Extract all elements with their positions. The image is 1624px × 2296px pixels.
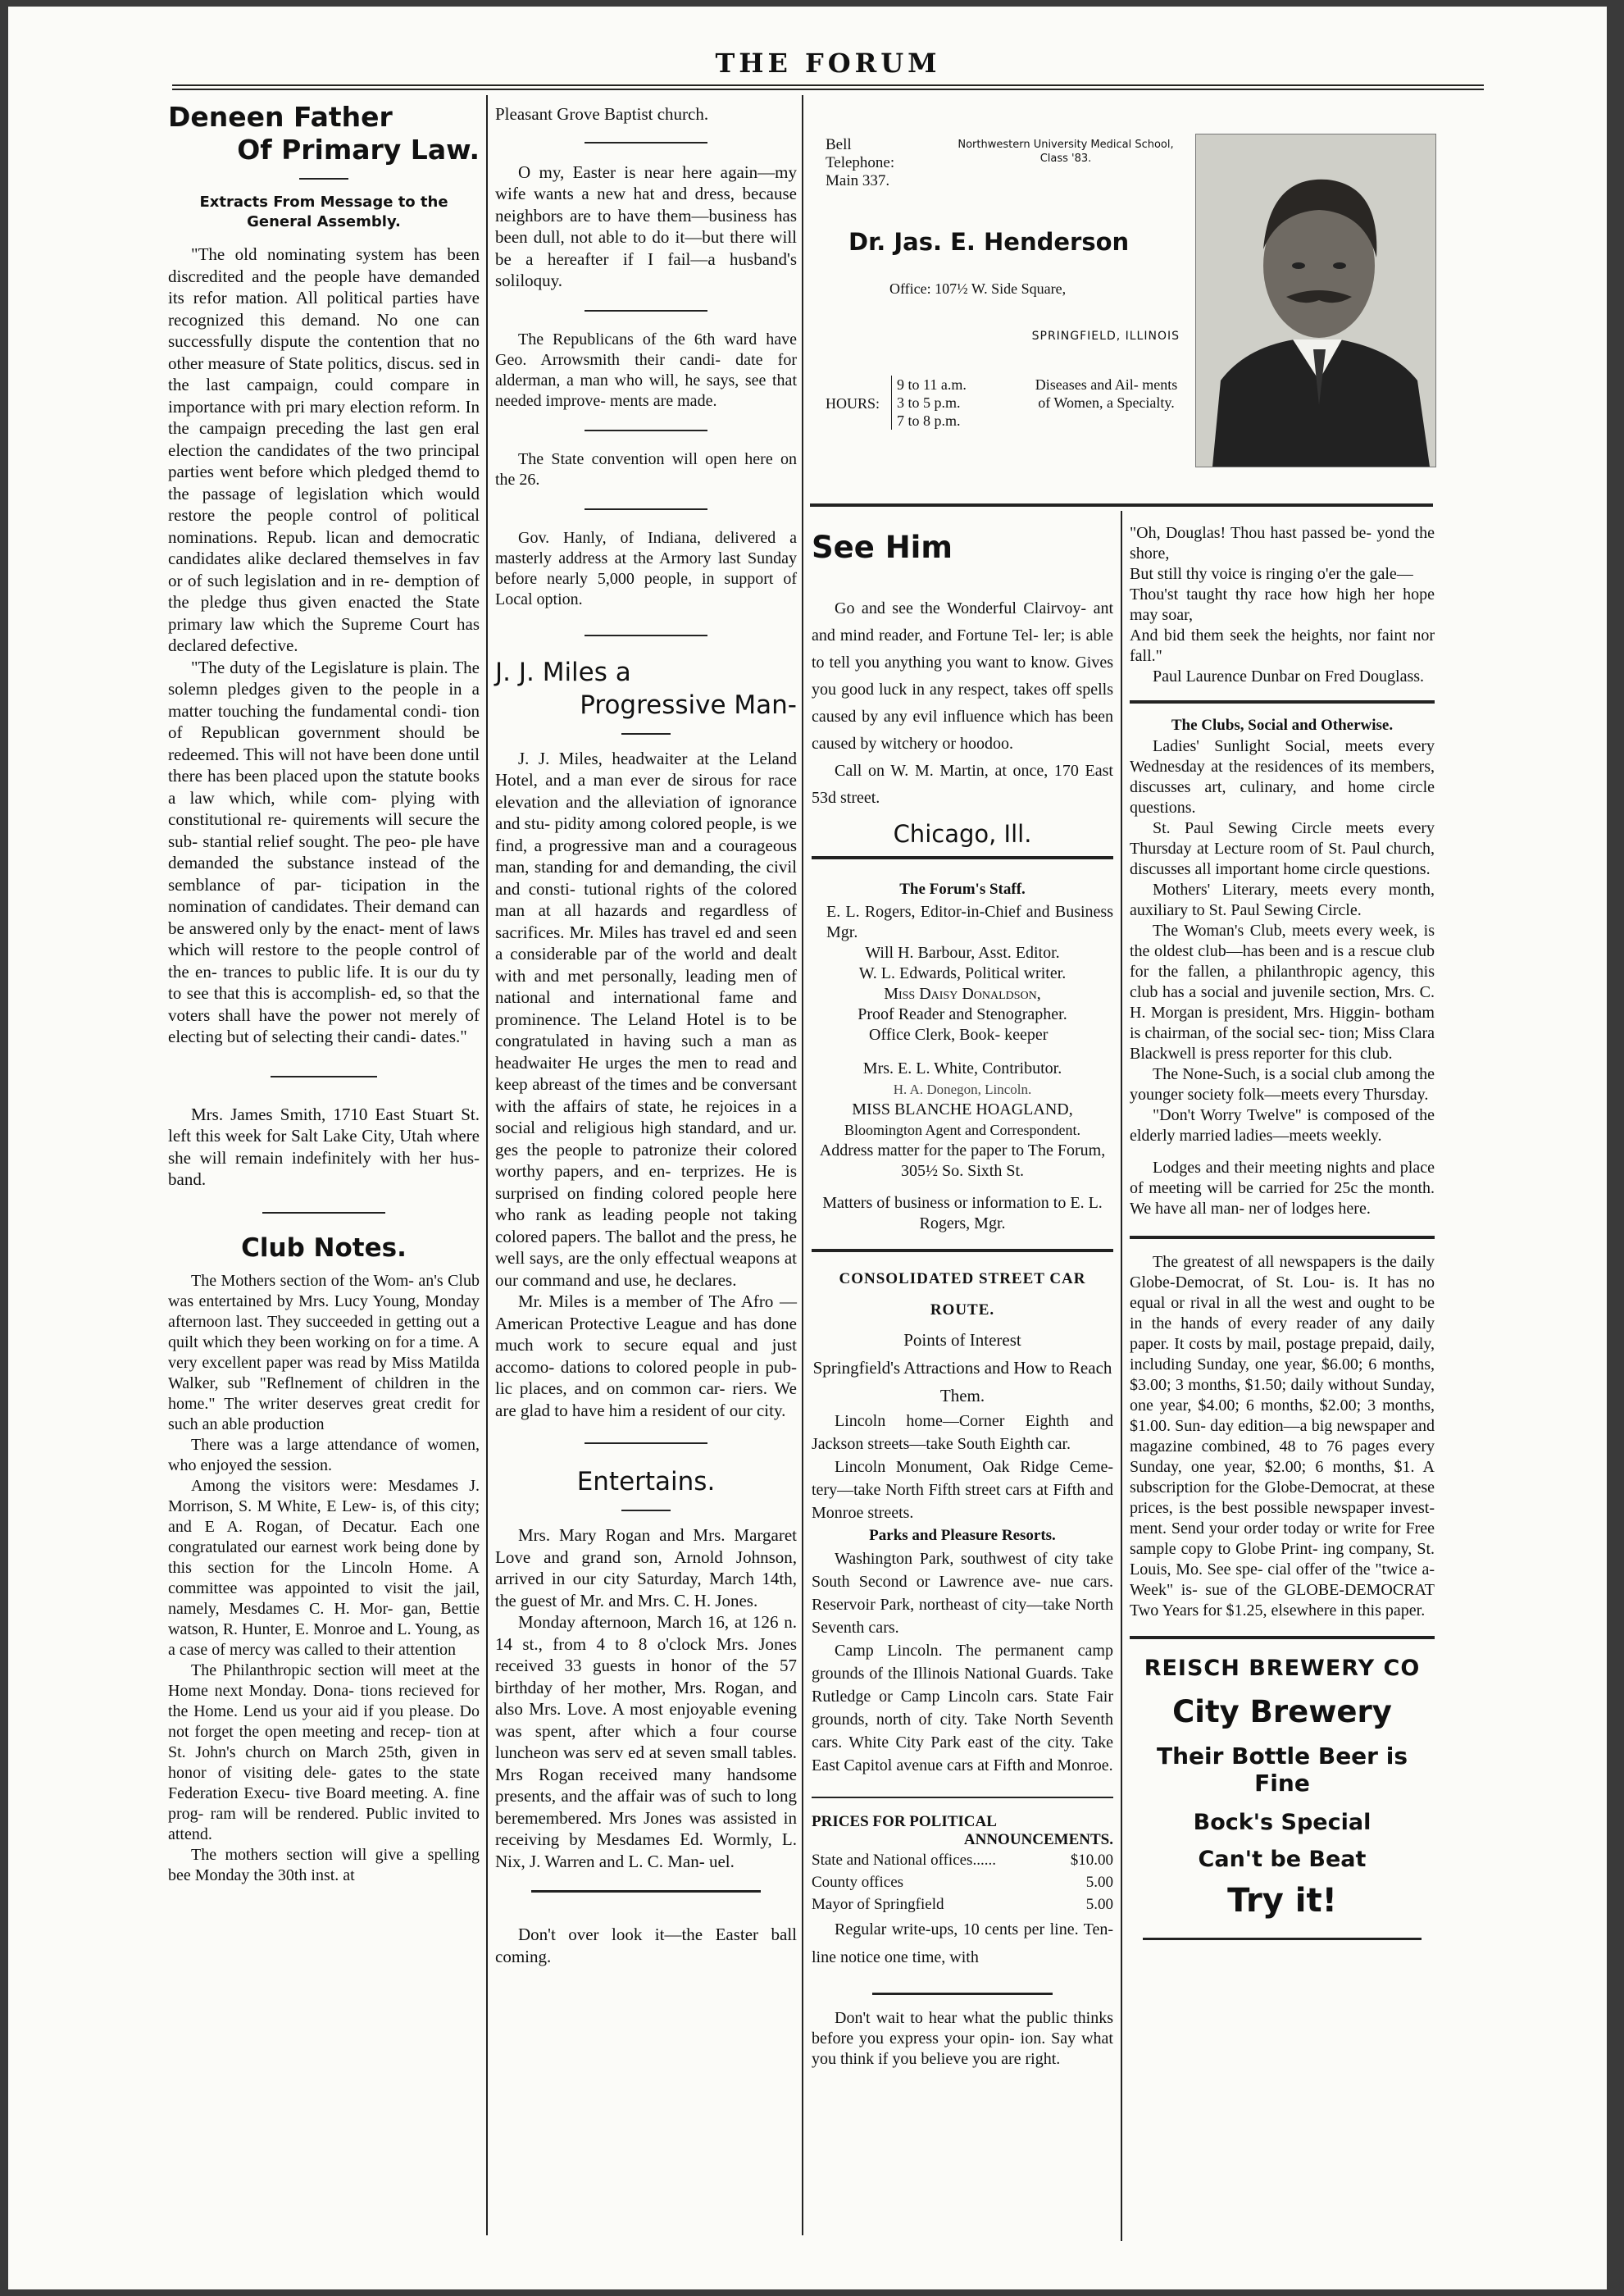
brewery-ad [1130, 1656, 1435, 1920]
clubs-title: The Clubs, Social and Otherwise. [1171, 717, 1394, 734]
church-line: Pleasant Grove Baptist church. [495, 104, 709, 124]
section-rule [1130, 700, 1435, 704]
divider [585, 310, 707, 312]
divider [262, 1212, 385, 1214]
parks-title: Parks and Pleasure Resorts. [869, 1527, 1056, 1544]
deneen-title-line2: Of Primary Law. [237, 134, 480, 166]
henderson-hours-list [891, 376, 967, 430]
miles-paragraph: J. J. Miles, headwaiter at the Leland Hotel, and a man ever de sirous for race elevation and the alleviation of ignorance and stu- pidity among colored people, is we find, a progressive man and a courageous man, standing for and demanding, the civil and consti- tutional rights of the colored man at all hazards and regardless of sacrifices. Mr. Miles has travel ed and seen a considerable par of the world and dealt with and met personally, leading men of national and international fame and prominence. The Leland Hotel is to be congratulated in having such a man as headwaiter He urges the men to read and keep abreast of the times and be conversant with the affairs of state, he rejoices in a social and religious high standard, and ur. ges the people to patronize their colored worthy papers, and en- terprizes. He is surprised on finding colored people here who rank as leading people not taking colored papers. The ballot and the press, he well says, are the only effectual weapons at our command and use, he declares. [495, 748, 797, 1290]
streetcar-title: CONSOLIDATED STREET CAR [839, 1270, 1086, 1287]
column-divider [1121, 511, 1122, 2241]
section-rule [810, 503, 1433, 507]
dont-wait-paragraph: Don't wait to hear what the public thinks before you express your opin- ion. Say what you think if you believe you are right. [812, 2009, 1113, 2068]
staff-line: Proof Reader and Stenographer. [857, 1005, 1067, 1023]
newspaper-page [8, 7, 1607, 2289]
henderson-specialty: Diseases and Ail- ments of Women, a Specialty. [1035, 376, 1178, 411]
see-him-paragraph: Call on W. M. Martin, at once, 170 East 53d street. [812, 762, 1113, 807]
staff-line: E. L. Rogers, Editor-in-Chief and Business Mgr. [826, 903, 1113, 941]
smith-notice: Mrs. James Smith, 1710 East Stuart St. left this week for Salt Lake City, Utah where she will remain indefinitely with her hus- band. [168, 1104, 480, 1189]
portrait-illustration [1196, 134, 1435, 467]
streetcar-title: ROUTE. [930, 1301, 995, 1319]
hours-line: 9 to 11 a.m. [897, 376, 967, 393]
price-label: State and National offices...... [812, 1852, 996, 1869]
section-rule [1143, 1938, 1422, 1940]
clubs-paragraph: Lodges and their meeting nights and place of meeting will be carried for 25c the month. We have all man- ner of lodges here. [1130, 1159, 1435, 1218]
henderson-portrait [1195, 134, 1436, 467]
deneen-paragraph: "The duty of the Legislature is plain. The solemn pledges given to the people in a matter touching the fundamental condi- tion of Republican government should be redeemed. This will not have been done until there has been placed upon the statute books a law which, while com- plying with constitutional re- quirements will secure the sub- stantial relief sought. The peo- ple have demanded the substance instead of the semblance of par- ticipation in the nomination of candidates. Their demand can be answered only by the enact- ment of laws which will restore to the people control of the en- trances to public life. It is our du ty to see that this is accomplish- ed, so that the voters shall have the power not merely of electing but of selecting their candi- dates." [168, 657, 480, 1046]
miles-paragraph: Mr. Miles is a member of The Afro — American Protective League and has done much work to secure equal and just accomo- dations to colored people in pub- lic places, and on common car- riers. We are glad to have him a resident of our city. [495, 1292, 797, 1420]
column-divider [802, 95, 803, 2235]
republicans-paragraph: The Republicans of the 6th ward have Geo. Arrowsmith their candi- date for alderman, a man who will, he says, see that needed improve- ments are made. [495, 330, 797, 410]
poem-line: And bid them seek the heights, nor faint nor fall." [1130, 626, 1435, 665]
section-rule [1130, 1636, 1435, 1639]
streetcar-paragraph: Washington Park, southwest of city take South Second or Lawrence ave- nue cars. Reservoir Park, northeast of city—take North Seventh cars. [812, 1550, 1113, 1637]
masthead: THE FORUM [715, 48, 941, 79]
column-3 [812, 531, 1113, 2070]
staff-line: Mrs. E. L. White, Contributor. [862, 1059, 1062, 1077]
column-divider [486, 95, 488, 2235]
streetcar-paragraph: Lincoln Monument, Oak Ridge Ceme- tery—take North Fifth street cars at Fifth and Monroe streets. [812, 1458, 1113, 1522]
clubs-paragraph: The Woman's Club, meets every week, is the oldest club—has been and is a rescue club for the fallen, a philanthropic agency, this club has a social and juvenile section, Mrs. C. H. Morgan is president, Mrs. Higgin- botham is chairman, of the social sec- tion; Miss Clara Blackwell is press reporter for this club. [1130, 922, 1435, 1063]
see-him-title: See Him [812, 530, 953, 565]
club-notes-paragraph: The Philanthropic section will meet at the Home next Monday. Dona- tions recieved for the Home. Lend us your aid if you please. Do not forget the open meeting and recep- tion at St. John's church on March 25th, given in honor of visiting dele- gates to the state Federation Execu- tive Board meeting. A. fine prog- ram will be rendered. Public invited to attend. [168, 1660, 480, 1843]
brewery-line: Try it! [1227, 1882, 1337, 1920]
divider [621, 1510, 671, 1511]
poem-line: "Oh, Douglas! Thou hast passed be- yond the shore, [1130, 524, 1435, 563]
club-notes-paragraph: The mothers section will give a spelling bee Monday the 30th inst. at [168, 1845, 480, 1884]
easter-ball-notice: Don't over look it—the Easter ball coming. [495, 1925, 797, 1966]
entertains-paragraph: Mrs. Mary Rogan and Mrs. Margaret Love and grand son, Arnold Johnson, arrived in our city Saturday, March 14th, the guest of Mr. and Mrs. C. H. Jones. [495, 1525, 797, 1610]
price-label: County offices [812, 1874, 904, 1891]
staff-line: Miss Daisy Donaldson, [884, 985, 1041, 1003]
brewery-line: Bock's Special [1193, 1810, 1372, 1835]
staff-line: W. L. Edwards, Political writer. [858, 964, 1067, 982]
section-rule [812, 856, 1113, 859]
section-rule [872, 1993, 1053, 1995]
clubs-paragraph: St. Paul Sewing Circle meets every Thursday at Lecture room of St. Paul church, discusses all important home circle questions. [1130, 819, 1435, 878]
price-row [812, 1871, 1113, 1893]
streetcar-sub: Springfield's Attractions and How to Reach Them. [812, 1358, 1112, 1405]
miles-title-line2: Progressive Man- [580, 690, 797, 720]
henderson-phone: Bell Telephone: Main 337. [826, 136, 895, 189]
price-row [812, 1849, 1113, 1871]
staff-line: Matters of business or information to E. L. Rogers, Mgr. [822, 1194, 1103, 1232]
prices-note: Regular write-ups, 10 cents per line. Ten-line notice one time, with [812, 1920, 1113, 1966]
poem-line: But still thy voice is ringing o'er the gale— [1130, 565, 1413, 583]
divider [299, 178, 348, 180]
globe-democrat-ad: The greatest of all newspapers is the daily Globe-Democrat, of St. Lou- is. It has no equal or rival in all the west and ought to be in the hands of every reader of any daily paper. It costs by mail, postage prepaid, daily, including Sunday, one year, $6.00; 6 months, $3.00; 3 months, $1.50; daily without Sunday, one year, $4.00; 6 months, $2.00; 3 months, $1.00. Sun- day edition—a big newspaper and magazine combined, 48 to 76 pages every Sunday, one year, $2.00; 6 months, $1. A subscription for the Globe-Democrat, at these prices, is the best possible newspaper invest- ment. Send your order today or write for Free sample copy to Globe Print- ing company, St. Louis, Mo. See spe- cial offer of the "twice a-Week" is- sue of the GLOBE-DEMOCRAT Two Years for $1.25, elsewhere in this paper. [1130, 1253, 1435, 1620]
section-rule [1130, 1236, 1435, 1239]
brewery-line: City Brewery [1172, 1694, 1392, 1729]
masthead-rule [172, 84, 1484, 90]
brewery-line: Can't be Beat [1198, 1847, 1367, 1872]
price-row [812, 1893, 1113, 1916]
price-value: 5.00 [1085, 1874, 1113, 1891]
section-rule [812, 1797, 1113, 1798]
convention-paragraph: The State convention will open here on the 26. [495, 449, 797, 489]
brewery-line: REISCH BREWERY CO [1144, 1656, 1421, 1681]
streetcar-sub: Points of Interest [903, 1330, 1021, 1350]
hanly-paragraph: Gov. Hanly, of Indiana, delivered a masterly address at the Armory last Sunday before nearly 5,000 people, in support of Local option. [495, 528, 797, 608]
column-1 [168, 101, 480, 1886]
brewery-line: Their Bottle Beer is Fine [1156, 1742, 1408, 1797]
streetcar-paragraph: Lincoln home—Corner Eighth and Jackson streets—take South Eighth car. [812, 1412, 1113, 1453]
price-label: Mayor of Springfield [812, 1896, 944, 1913]
henderson-city: SPRINGFIELD, ILLINOIS [1031, 330, 1180, 343]
deneen-subtitle: Extracts From Message to the General Assembly. [199, 194, 448, 230]
hours-line: 7 to 8 p.m. [897, 412, 961, 429]
streetcar-paragraph: Camp Lincoln. The permanent camp grounds of the Illinois National Guards. Take Rutledge or Camp Lincoln cars. State Fair grounds, north of city. Take North Seventh cars. White City Park east of the city. Take East Capitol avenue cars at Fifth and Monroe. [812, 1642, 1113, 1774]
henderson-school: Northwestern University Medical School, Class '83. [958, 139, 1174, 165]
chicago-line: Chicago, Ill. [893, 820, 1032, 848]
see-him-paragraph: Go and see the Wonderful Clairvoy- ant and mind reader, and Fortune Tel- ler; is able to tell you anything you want to know. Gives you good luck in any respect, takes off spells caused by any evil influence which has been caused by witchery or hoodoo. [812, 599, 1113, 753]
divider [585, 1442, 707, 1444]
column-2 [495, 103, 797, 1967]
easter-paragraph: O my, Easter is near here again—my wife wants a new hat and dress, because neighbors are to have them—business has been dull, not able to do it—but there will be a hereafter if I fail—a husband's soliloquy. [495, 162, 797, 290]
divider [585, 430, 707, 431]
divider [585, 635, 707, 636]
price-value: $10.00 [1070, 1852, 1113, 1869]
entertains-title: Entertains. [576, 1467, 716, 1496]
deneen-title-line1: Deneen Father [168, 101, 393, 133]
club-notes-paragraph: Among the visitors were: Mesdames J. Morrison, S. M White, E Lew- is, of this city; and E A. Rogan, of Decatur. Each one congratulated our earnest work being done by this section for the Lincoln Home. A committee was appointed to visit the jail, namely, Mesdames C. H. Mor- gan, Bettie watson, R. Hunter, E. Monroe and L. Young, as a case of mercy was called to their attention [168, 1476, 480, 1659]
staff-line: Office Clerk, Book- keeper [869, 1026, 1049, 1044]
clubs-paragraph: Ladies' Sunlight Social, meets every Wednesday at the residences of its members, discusses art, culinary, and home circle questions. [1130, 737, 1435, 817]
staff-line: Bloomington Agent and Correspondent. [844, 1122, 1080, 1138]
miles-title-line1: J. J. Miles a [495, 657, 631, 687]
prices-title: ANNOUNCEMENTS. [963, 1831, 1113, 1848]
henderson-office: Office: 107½ W. Side Square, [889, 280, 1067, 297]
henderson-ad [816, 136, 1186, 481]
divider [585, 508, 707, 510]
section-rule [812, 1249, 1113, 1252]
club-notes-paragraph: The Mothers section of the Wom- an's Club was entertained by Mrs. Lucy Young, Monday afternoon last. They succeeded in getting out a quilt which they been working on for a time. A very excellent paper was read by Miss Matilda Walker, sub "Reflnement of children in the home." The writer deserves great credit for such an able production [168, 1271, 480, 1433]
deneen-paragraph: "The old nominating system has been discredited and the people have demanded its refor mation. All political parties have recognized this demand. No one can successfully dispute the contention that no other measure of State politics, discus. sed in the last campaign, could compare in importance with pri mary election reform. In the campaign preceding the last gen eral election the candidates of the two principal parties went before which pledged themd to the passage of legislation which would restore the people control of political nominations. Repub. lican and democratic candidates alike declared themselves in fav or of such legislation and in re- demption of the pledge thus given enacted the State primary law which the Supreme Court has declared defective. [168, 244, 480, 655]
divider [585, 142, 707, 144]
poem-line: Thou'st taught thy race how high her hope may soar, [1130, 585, 1435, 624]
divider [531, 1890, 761, 1893]
club-notes-paragraph: There was a large attendance of women, who enjoyed the session. [168, 1435, 480, 1474]
henderson-hours-label: HOURS: [826, 395, 880, 412]
club-notes-title: Club Notes. [241, 1232, 407, 1263]
staff-line: H. A. Donegon, Lincoln. [893, 1082, 1032, 1097]
divider [621, 733, 671, 735]
clubs-paragraph: Mothers' Literary, meets every month, auxiliary to St. Paul Sewing Circle. [1130, 881, 1435, 919]
staff-line: Address matter for the paper to The Forum, 305½ So. Sixth St. [819, 1141, 1106, 1180]
prices-title: PRICES FOR POLITICAL [812, 1813, 997, 1830]
staff-title: The Forum's Staff. [899, 881, 1026, 898]
clubs-paragraph: "Don't Worry Twelve" is composed of the elderly married ladies—meets weekly. [1130, 1106, 1435, 1145]
poem-credit: Paul Laurence Dunbar on Fred Douglass. [1153, 667, 1425, 686]
divider [271, 1076, 377, 1077]
staff-line: MISS BLANCHE HOAGLAND, [852, 1100, 1073, 1118]
staff-line: Will H. Barbour, Asst. Editor. [865, 944, 1060, 962]
column-4 [1130, 523, 1435, 1940]
clubs-paragraph: The None-Such, is a social club among the younger society folk—meets every Thursday. [1130, 1065, 1435, 1104]
henderson-name: Dr. Jas. E. Henderson [848, 228, 1130, 256]
entertains-paragraph: Monday afternoon, March 16, at 126 n. 14 st., from 4 to 8 o'clock Mrs. Jones received 33 guests in honor of the 57 birthday of her mother, Mrs. Rogan, and also Mrs. Love. A most enjoyable evening was spent, after which a four course luncheon was serv ed at seven small tables. Mrs Rogan received many handsome presents, and the affair was of such to long beremembered. Mrs Jones was assisted in receiving by Mesdames Ed. Wormly, L. Nix, J. Warren and L. C. Man- uel. [495, 1612, 797, 1871]
hours-line: 3 to 5 p.m. [897, 394, 961, 411]
price-value: 5.00 [1085, 1896, 1113, 1913]
